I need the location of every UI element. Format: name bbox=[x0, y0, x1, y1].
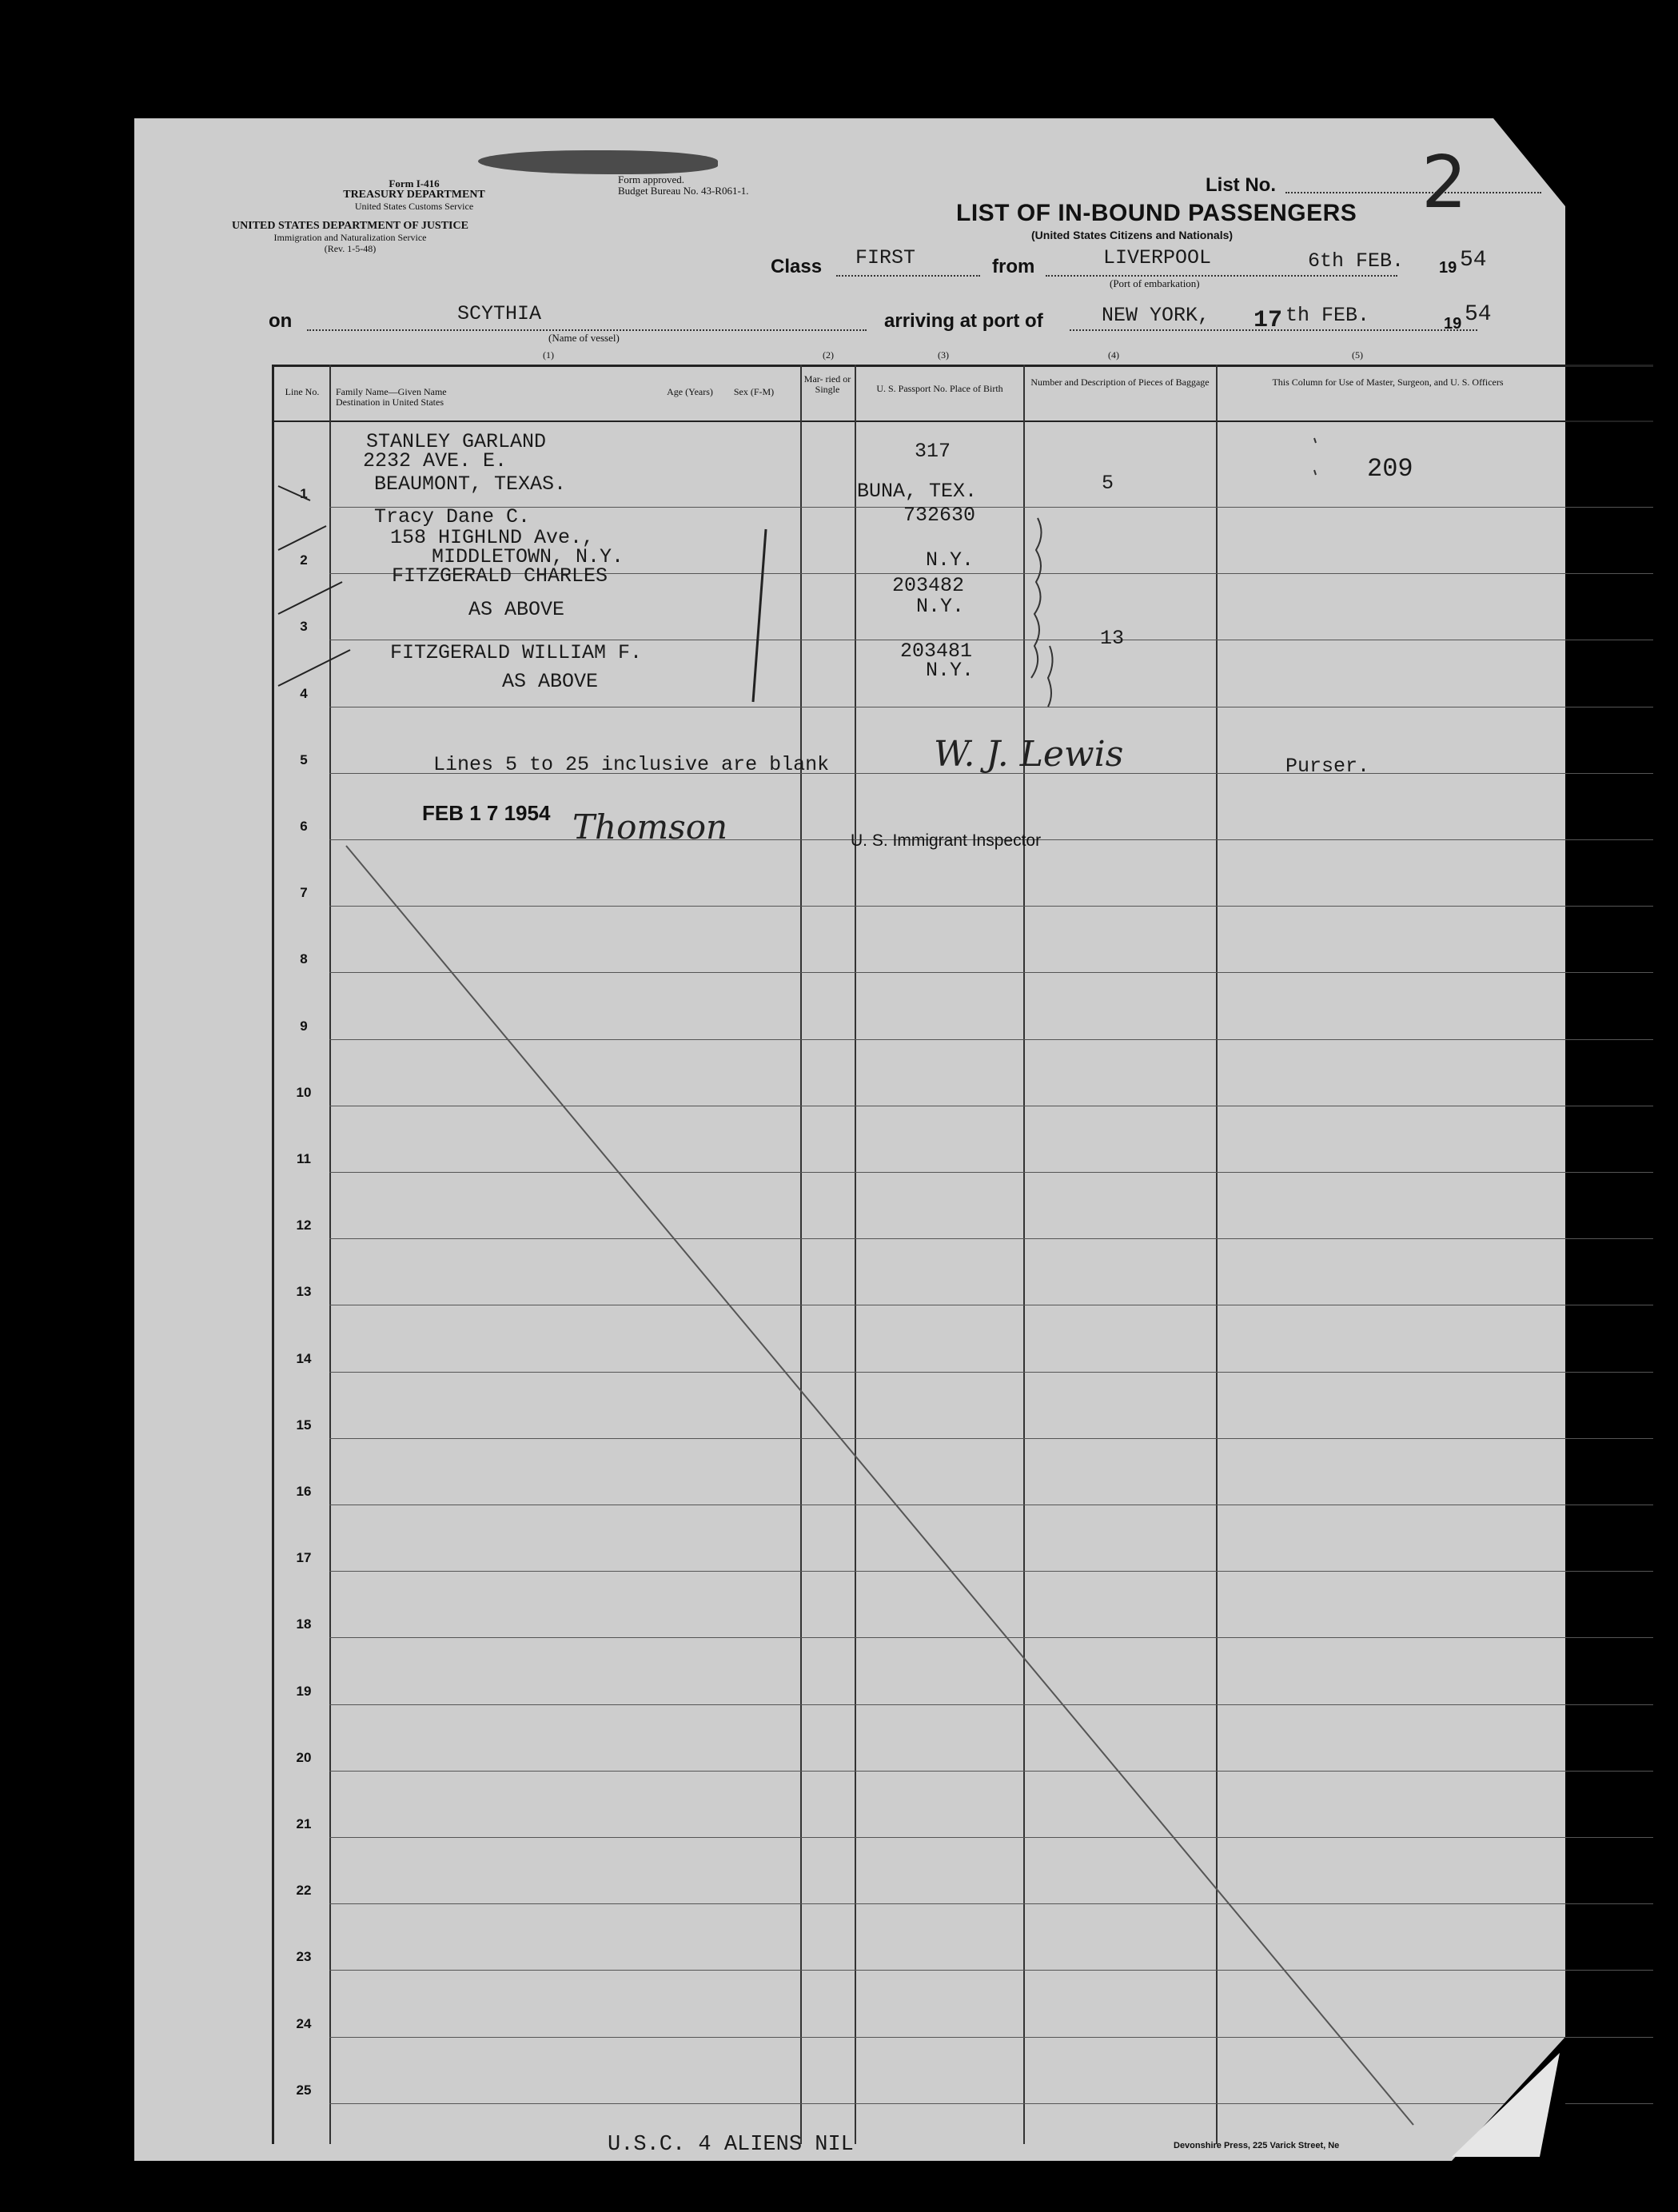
row-number: 1 bbox=[300, 486, 308, 501]
folded-corner-bottom bbox=[1420, 2037, 1565, 2161]
departure-year: 54 bbox=[1460, 248, 1487, 273]
row-number: 19 bbox=[296, 1683, 312, 1699]
list-no-value: 2 bbox=[1421, 141, 1468, 225]
page-title: LIST OF IN-BOUND PASSENGERS bbox=[956, 200, 1357, 226]
arrival-port: NEW YORK, bbox=[1102, 304, 1210, 327]
purser-signature: W. J. Lewis bbox=[934, 734, 1124, 775]
entry4-birthplace: N.Y. bbox=[926, 659, 975, 682]
document-page bbox=[134, 118, 1565, 2161]
departure-year-prefix: 19 bbox=[1439, 259, 1457, 277]
entry4-passport: 203481 bbox=[900, 640, 973, 663]
entry3-birthplace: N.Y. bbox=[916, 595, 965, 618]
page-subtitle: (United States Citizens and Nationals) bbox=[1031, 229, 1234, 241]
row-number: 3 bbox=[300, 619, 308, 635]
row-number: 13 bbox=[296, 1284, 312, 1300]
inspector-signature: Thomson bbox=[572, 807, 728, 847]
entry1-birthplace: BUNA, TEX. bbox=[857, 480, 978, 503]
entry4-name: FITZGERALD WILLIAM F. bbox=[390, 641, 643, 664]
arrival-month: th FEB. bbox=[1285, 304, 1370, 327]
entry1-officer-note: 209 bbox=[1367, 454, 1413, 484]
dept-justice: UNITED STATES DEPARTMENT OF JUSTICE bbox=[232, 220, 468, 232]
col-num-2: (2) bbox=[823, 349, 834, 361]
form-number: Form I-416 bbox=[389, 177, 440, 189]
entry1-baggage: 5 bbox=[1102, 472, 1114, 495]
row-number: 4 bbox=[300, 685, 308, 701]
entry4-address: AS ABOVE bbox=[502, 670, 599, 693]
blank-lines-note: Lines 5 to 25 inclusive are blank bbox=[433, 753, 830, 776]
row-number: 17 bbox=[296, 1550, 312, 1566]
folded-corner-top bbox=[1493, 118, 1565, 214]
row-number: 21 bbox=[296, 1816, 312, 1831]
entry2-birthplace: N.Y. bbox=[926, 548, 975, 572]
port-caption: (Port of embarkation) bbox=[1110, 277, 1200, 289]
row-number: 24 bbox=[296, 2015, 312, 2031]
hdr-officers: This Column for Use of Master, Surgeon, and U. S. Officers bbox=[1272, 377, 1504, 388]
hdr-sex: Sex (F-M) bbox=[733, 386, 775, 397]
row-number: 2 bbox=[300, 552, 308, 568]
entry2-address2: MIDDLETOWN, N.Y. bbox=[432, 545, 624, 568]
revision: (Rev. 1-5-48) bbox=[324, 243, 377, 254]
col-num-5: (5) bbox=[1352, 349, 1363, 361]
row-number: 9 bbox=[300, 1018, 308, 1034]
entry1-address1: 2232 AVE. E. bbox=[363, 449, 508, 472]
bottom-annotation: U.S.C. 4 ALIENS NIL bbox=[608, 2133, 854, 2157]
row-number: 14 bbox=[296, 1350, 312, 1366]
customs-service: United States Customs Service bbox=[354, 201, 474, 212]
entry3-name: FITZGERALD CHARLES bbox=[392, 564, 608, 588]
col-num-3: (3) bbox=[938, 349, 949, 361]
printer-credit: Devonshire Press, 225 Varick Street, Ne bbox=[1174, 2141, 1340, 2150]
entry3-address: AS ABOVE bbox=[468, 598, 565, 621]
hdr-passport: U. S. Passport No. Place of Birth bbox=[876, 383, 1003, 394]
form-approved: Form approved. bbox=[618, 173, 685, 185]
class-label: Class bbox=[771, 256, 823, 277]
hdr-baggage: Number and Description of Pieces of Baggage bbox=[1030, 377, 1210, 388]
entry1-name: STANLEY GARLAND bbox=[366, 430, 547, 453]
hdr-married: Mar- ried or Single bbox=[803, 373, 851, 395]
vessel-caption: (Name of vessel) bbox=[548, 332, 620, 344]
arrival-day: 17 bbox=[1254, 307, 1283, 334]
bracket-marks bbox=[134, 118, 1565, 2161]
row-number: 8 bbox=[300, 951, 308, 967]
arriving-label: arriving at port of bbox=[884, 310, 1043, 332]
hdr-age: Age (Years) bbox=[667, 386, 713, 397]
row-number: 25 bbox=[296, 2082, 312, 2098]
arrival-year: 54 bbox=[1465, 302, 1492, 327]
group-baggage: 13 bbox=[1100, 627, 1125, 650]
row-number: 15 bbox=[296, 1417, 312, 1433]
row-number: 7 bbox=[300, 885, 308, 901]
row-number: 6 bbox=[300, 819, 308, 834]
ins-service: Immigration and Naturalization Service bbox=[273, 232, 427, 243]
hdr-destination: Destination in United States bbox=[336, 397, 444, 408]
list-no-label: List No. bbox=[1206, 174, 1276, 196]
col-num-4: (4) bbox=[1108, 349, 1119, 361]
vessel-name: SCYTHIA bbox=[457, 302, 542, 325]
purser-label: Purser. bbox=[1285, 755, 1370, 778]
row-number: 16 bbox=[296, 1484, 312, 1499]
row-number: 11 bbox=[297, 1151, 311, 1166]
entry2-passport: 732630 bbox=[903, 504, 976, 527]
from-value: LIVERPOOL bbox=[1103, 246, 1212, 269]
hdr-line-no: Line No. bbox=[285, 386, 320, 397]
entry2-address1: 158 HIGHLND Ave., bbox=[390, 526, 595, 549]
entry3-passport: 203482 bbox=[892, 574, 965, 597]
stamp-date: FEB 1 7 1954 bbox=[422, 801, 551, 825]
row-number: 20 bbox=[296, 1749, 312, 1765]
class-value: FIRST bbox=[855, 246, 916, 269]
budget-bureau: Budget Bureau No. 43-R061-1. bbox=[618, 185, 749, 197]
row-number: 18 bbox=[296, 1616, 312, 1632]
row-number: 23 bbox=[296, 1949, 312, 1965]
hdr-family-name: Family Name—Given Name bbox=[336, 386, 447, 397]
arrival-year-prefix: 19 bbox=[1444, 315, 1462, 333]
from-label: from bbox=[992, 256, 1035, 277]
row-number: 5 bbox=[300, 751, 308, 767]
col-num-1: (1) bbox=[543, 349, 554, 361]
entry2-name: Tracy Dane C. bbox=[374, 505, 531, 528]
entry1-address2: BEAUMONT, TEXAS. bbox=[374, 472, 567, 496]
departure-date: 6th FEB. bbox=[1308, 249, 1405, 273]
entry1-passport: 317 bbox=[915, 440, 951, 463]
row-number: 12 bbox=[296, 1218, 312, 1234]
row-number: 10 bbox=[296, 1084, 312, 1100]
inspector-title: U. S. Immigrant Inspector bbox=[851, 831, 1042, 850]
treasury-dept: TREASURY DEPARTMENT bbox=[343, 189, 485, 201]
row-number: 22 bbox=[296, 1883, 312, 1899]
on-label: on bbox=[269, 310, 293, 332]
